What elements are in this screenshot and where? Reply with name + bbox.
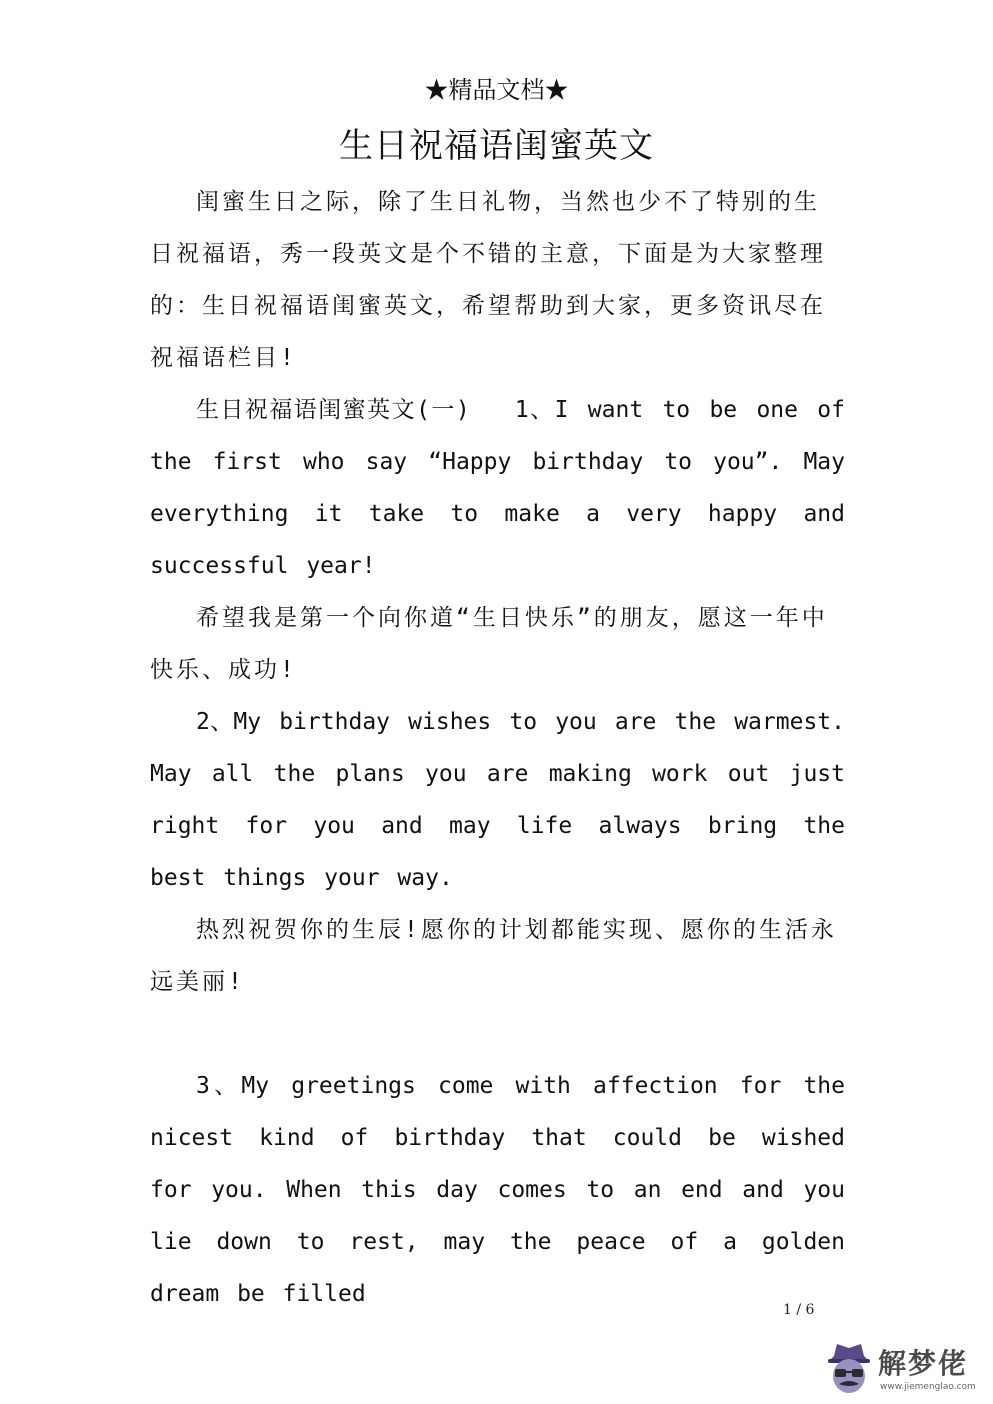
watermark-logo-text: 解梦佬 bbox=[878, 1347, 969, 1380]
watermark-url: www.jiemenglao.com bbox=[880, 1382, 976, 1392]
page-number: 1 / 6 bbox=[783, 1302, 815, 1318]
page-title: 生日祝福语闺蜜英文 bbox=[339, 126, 654, 166]
watermark-logo bbox=[824, 1340, 984, 1400]
paragraph-wish-2-en: 2、My birthday wishes to you are the warmest. May all the plans you are making work out just right for you and may life always bring the best things your way. bbox=[150, 709, 845, 891]
paragraph-intro: 闺蜜生日之际，除了生日礼物，当然也少不了特别的生日祝福语，秀一段英文是个不错的主意，下面是为大家整理的：生日祝福语闺蜜英文，希望帮助到大家，更多资讯尽在祝福语栏目! bbox=[150, 189, 826, 371]
paragraph-wish-3-en: 3、My greetings come with affection for the nicest kind of birthday that could be wished for you. When this day comes to an end and you lie down to rest, may the peace of a golden dream be filled bbox=[150, 1073, 845, 1307]
paragraph-gap bbox=[150, 1008, 845, 1060]
paragraph-wish-1-en: 生日祝福语闺蜜英文(一) 1、I want to be one of the first who say “Happy birthday to you”. May everything it take to make a very happy and successful year! bbox=[150, 397, 845, 579]
header-label: ★精品文档★ bbox=[424, 76, 569, 104]
paragraph-wish-1-zh: 希望我是第一个向你道“生日快乐”的朋友，愿这一年中快乐、成功! bbox=[150, 605, 828, 683]
document-body bbox=[150, 176, 845, 1320]
detective-face-icon bbox=[824, 1340, 874, 1398]
paragraph-wish-2-zh: 热烈祝贺你的生辰!愿你的计划都能实现、愿你的生活永远美丽! bbox=[150, 917, 837, 995]
